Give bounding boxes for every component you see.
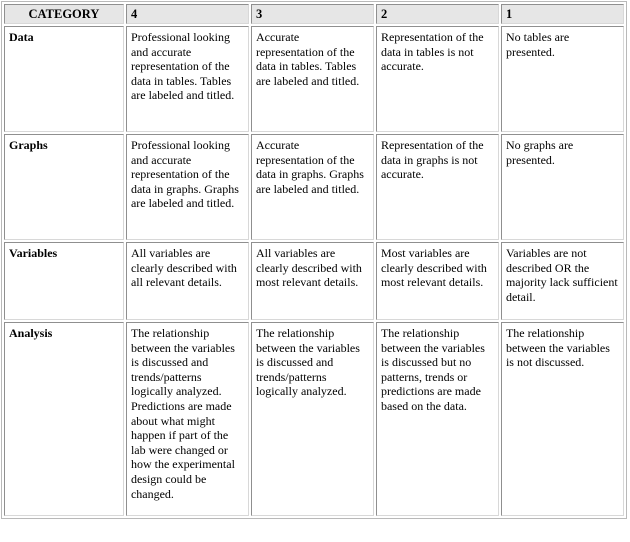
cell-text: No graphs are presented. bbox=[505, 138, 574, 167]
header-category: CATEGORY bbox=[4, 4, 124, 24]
cell-analysis-level-4 bbox=[126, 322, 249, 516]
cell-text: Variables are not described OR the majority lack sufficient detail. bbox=[505, 246, 618, 304]
cell-analysis-level-2 bbox=[376, 322, 499, 516]
cell-text: The relationship between the variables is not discussed. bbox=[505, 326, 610, 370]
cell-data-level-3 bbox=[251, 26, 374, 132]
header-level-1: 1 bbox=[501, 4, 624, 24]
cell-data-level-4 bbox=[126, 26, 249, 132]
row-label-graphs: Graphs bbox=[4, 134, 124, 240]
cell-graphs-level-3 bbox=[251, 134, 374, 240]
cell-text: No tables are presented. bbox=[505, 30, 570, 59]
row-label-variables: Variables bbox=[4, 242, 124, 320]
header-level-4: 4 bbox=[126, 4, 249, 24]
cell-text: All variables are clearly described with all relevant details. bbox=[130, 246, 237, 290]
cell-text: Accurate representation of the data in tables. Tables are labeled and titled. bbox=[255, 30, 360, 88]
cell-graphs-level-1 bbox=[501, 134, 624, 240]
cell-variables-level-4 bbox=[126, 242, 249, 320]
cell-data-level-1 bbox=[501, 26, 624, 132]
cell-analysis-level-3 bbox=[251, 322, 374, 516]
rubric-table bbox=[1, 1, 627, 519]
rubric-container bbox=[1, 1, 627, 519]
header-level-2: 2 bbox=[376, 4, 499, 24]
cell-text: Representation of the data in tables is not accurate. bbox=[380, 30, 484, 74]
cell-text: Accurate representation of the data in graphs. Graphs are labeled and titled. bbox=[255, 138, 364, 196]
row-label-analysis: Analysis bbox=[4, 322, 124, 516]
header-level-3: 3 bbox=[251, 4, 374, 24]
cell-variables-level-3 bbox=[251, 242, 374, 320]
table-row-analysis bbox=[4, 322, 624, 516]
cell-text: All variables are clearly described with most relevant details. bbox=[255, 246, 362, 290]
cell-graphs-level-4 bbox=[126, 134, 249, 240]
cell-text: The relationship between the variables is discussed and trends/patterns logically analyzed. bbox=[255, 326, 360, 399]
cell-text: Most variables are clearly described with most relevant details. bbox=[380, 246, 487, 290]
cell-data-level-2 bbox=[376, 26, 499, 132]
row-label-data: Data bbox=[4, 26, 124, 132]
cell-variables-level-1 bbox=[501, 242, 624, 320]
cell-text: Professional looking and accurate representation of the data in graphs. Graphs are labeled and titled. bbox=[130, 138, 239, 211]
cell-text: The relationship between the variables is discussed but no patterns, trends or predictions are made based on the data. bbox=[380, 326, 485, 413]
cell-text: Representation of the data in graphs is not accurate. bbox=[380, 138, 484, 182]
table-row-data bbox=[4, 26, 624, 132]
cell-analysis-level-1 bbox=[501, 322, 624, 516]
cell-variables-level-2 bbox=[376, 242, 499, 320]
header-row bbox=[4, 4, 624, 24]
cell-graphs-level-2 bbox=[376, 134, 499, 240]
cell-text: Professional looking and accurate representation of the data in tables. Tables are labeled and titled. bbox=[130, 30, 235, 103]
table-row-graphs bbox=[4, 134, 624, 240]
table-row-variables bbox=[4, 242, 624, 320]
cell-text: The relationship between the variables is discussed and trends/patterns logically analyzed. Predictions are made about what might happen if part of the lab were changed or how the experimental design could be changed. bbox=[130, 326, 235, 501]
